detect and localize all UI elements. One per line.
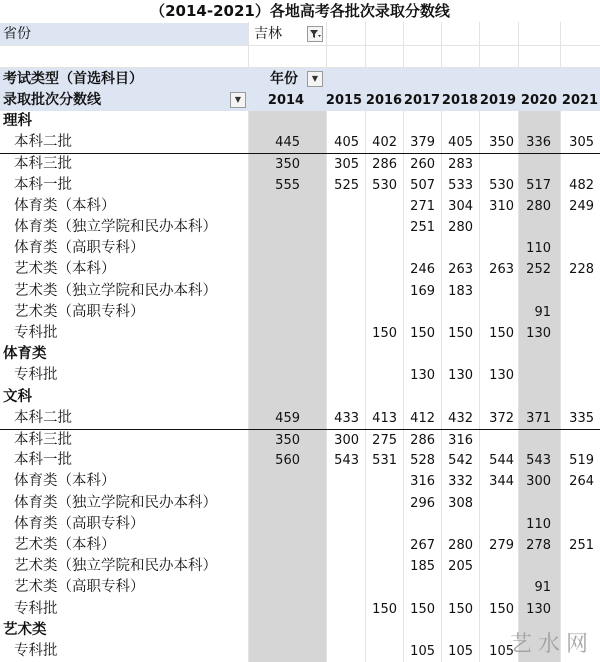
group-row (0, 111, 600, 132)
score-cell: 150 (448, 601, 473, 617)
score-cell: 350 (275, 433, 300, 448)
score-cell: 372 (489, 410, 514, 426)
score-cell: 296 (410, 495, 435, 511)
batch-label: 专科批 (14, 600, 58, 617)
batch-label: 体育类（本科） (14, 473, 116, 490)
score-cell: 530 (372, 177, 397, 193)
score-cell: 110 (526, 516, 551, 532)
score-cell: 412 (410, 410, 435, 426)
score-cell: 336 (526, 135, 551, 151)
score-cell: 260 (410, 157, 435, 173)
table-row (0, 259, 600, 280)
score-cell: 543 (334, 453, 359, 469)
score-cell: 150 (372, 601, 397, 617)
batch-label: 艺术类（独立学院和民办本科） (14, 558, 217, 575)
table-row (0, 302, 600, 323)
score-cell: 316 (448, 433, 473, 448)
score-cell: 316 (410, 474, 435, 490)
score-cell: 459 (275, 410, 300, 426)
batch-label: 体育类（独立学院和民办本科） (14, 219, 217, 235)
table-row (0, 238, 600, 259)
batch-label: 体育类（高职专科） (14, 515, 145, 532)
score-cell: 310 (489, 198, 514, 214)
table-row (0, 175, 600, 196)
batch-label: 艺术类（高职专科） (14, 303, 145, 320)
score-cell: 286 (410, 433, 435, 448)
score-cell: 525 (334, 177, 359, 193)
score-cell: 249 (569, 198, 594, 214)
score-cell: 432 (448, 410, 473, 426)
page-title: （2014-2021）各地高考各批次录取分数线 (150, 2, 450, 20)
score-cell: 183 (448, 283, 473, 299)
score-cell: 264 (569, 474, 594, 490)
score-cell: 305 (569, 135, 594, 151)
score-cell: 300 (526, 474, 551, 490)
year-column-header: 2015 (325, 93, 363, 108)
filter-label: 省份 (3, 26, 31, 42)
score-cell: 252 (526, 262, 551, 278)
group-row (0, 387, 600, 408)
table-row (0, 323, 600, 344)
batch-dropdown-icon[interactable]: ▼ (230, 92, 246, 108)
batch-label: 艺术类（高职专科） (14, 579, 145, 596)
score-cell: 413 (372, 410, 397, 426)
table-row (0, 281, 600, 302)
score-cell: 150 (489, 601, 514, 617)
score-cell: 482 (569, 177, 594, 193)
batch-label: 专科批 (14, 643, 58, 659)
score-cell: 246 (410, 262, 435, 278)
score-cell: 150 (448, 326, 473, 341)
score-cell: 528 (410, 453, 435, 469)
year-column-header: 2014 (267, 93, 305, 108)
score-cell: 350 (489, 135, 514, 151)
table-row (0, 365, 600, 386)
score-cell: 308 (448, 495, 473, 511)
funnel-filter-icon[interactable] (307, 26, 323, 42)
score-cell: 332 (448, 474, 473, 490)
year-column-header: 2019 (479, 93, 517, 108)
score-cell: 304 (448, 198, 473, 214)
exam-type-header: 考试类型（首选科目） (3, 71, 143, 87)
filter-label-band (0, 23, 248, 45)
year-column-header: 2016 (365, 93, 403, 108)
year-column-header: 2017 (403, 93, 441, 108)
score-cell: 150 (410, 326, 435, 341)
score-cell: 251 (410, 220, 435, 235)
score-cell: 105 (410, 644, 435, 659)
score-cell: 91 (534, 304, 551, 320)
table-row (0, 153, 600, 175)
score-cell: 335 (569, 410, 594, 426)
score-cell: 344 (489, 474, 514, 490)
watermark-logo: 艺水网 (509, 632, 594, 657)
group-label: 理科 (3, 113, 32, 129)
batch-label: 本科一批 (14, 452, 72, 469)
score-cell: 91 (534, 580, 551, 596)
score-cell: 405 (448, 135, 473, 151)
table-row (0, 535, 600, 556)
table-row (0, 132, 600, 153)
score-cell: 275 (372, 433, 397, 448)
score-cell: 169 (410, 283, 435, 299)
score-cell: 228 (569, 262, 594, 278)
score-cell: 555 (275, 177, 300, 193)
table-row (0, 217, 600, 238)
score-cell: 517 (526, 177, 551, 193)
batch-label: 本科三批 (14, 156, 72, 173)
year-dropdown-icon[interactable]: ▼ (307, 71, 323, 87)
batch-label: 艺术类（本科） (14, 261, 116, 278)
year-column-header: 2021 (561, 93, 599, 108)
score-cell: 371 (526, 410, 551, 426)
table-row (0, 196, 600, 217)
year-column-header: 2020 (520, 93, 558, 108)
score-cell: 445 (275, 135, 300, 151)
table-row (0, 599, 600, 620)
score-cell: 271 (410, 198, 435, 214)
score-cell: 402 (372, 135, 397, 151)
batch-label: 艺术类（独立学院和民办本科） (14, 282, 217, 299)
table-row (0, 514, 600, 535)
score-cell: 267 (410, 538, 435, 553)
batch-label: 体育类（高职专科） (14, 240, 145, 257)
group-row (0, 344, 600, 365)
score-cell: 560 (275, 453, 300, 469)
score-cell: 205 (448, 559, 473, 575)
score-cell: 379 (410, 135, 435, 151)
score-cell: 280 (448, 220, 473, 235)
score-cell: 280 (526, 198, 551, 214)
year-column-header: 2018 (441, 93, 479, 108)
score-cell: 110 (526, 241, 551, 257)
score-cell: 263 (448, 262, 473, 278)
score-cell: 130 (526, 326, 551, 341)
grid-line (0, 45, 600, 46)
score-cell: 251 (569, 538, 594, 553)
table-row (0, 471, 600, 492)
score-cell: 105 (489, 644, 514, 659)
group-label: 体育类 (3, 346, 47, 363)
table-row (0, 450, 600, 471)
table-row (0, 429, 600, 451)
score-cell: 542 (448, 453, 473, 469)
score-cell: 305 (334, 157, 359, 173)
score-cell: 280 (448, 538, 473, 553)
score-cell: 130 (410, 368, 435, 384)
score-cell: 150 (410, 601, 435, 617)
batch-header: 录取批次分数线 (3, 92, 101, 108)
score-cell: 130 (526, 601, 551, 617)
score-cell: 543 (526, 453, 551, 469)
score-cell: 533 (448, 177, 473, 193)
batch-label: 本科一批 (14, 176, 72, 193)
batch-label: 专科批 (14, 367, 58, 384)
batch-label: 专科批 (14, 325, 58, 341)
table-row (0, 408, 600, 429)
filter-row (0, 23, 600, 45)
score-cell: 278 (526, 538, 551, 553)
batch-label: 本科三批 (14, 432, 72, 448)
score-cell: 263 (489, 262, 514, 278)
funnel-filter-icon-glyph (308, 27, 322, 41)
group-label: 艺术类 (3, 621, 47, 638)
score-cell: 544 (489, 453, 514, 469)
score-cell: 350 (275, 157, 300, 173)
batch-label: 体育类（独立学院和民办本科） (14, 494, 217, 511)
batch-label: 本科二批 (14, 134, 72, 151)
score-cell: 300 (334, 433, 359, 448)
table-row (0, 577, 600, 598)
filter-value[interactable]: 吉林 (254, 26, 282, 42)
score-cell: 283 (448, 157, 473, 173)
score-cell: 286 (372, 157, 397, 173)
table-row (0, 493, 600, 514)
year-header: 年份 (270, 71, 298, 87)
score-cell: 185 (410, 559, 435, 575)
score-cell: 530 (489, 177, 514, 193)
score-cell: 279 (489, 538, 514, 553)
score-cell: 433 (334, 410, 359, 426)
score-cell: 150 (372, 326, 397, 341)
score-cell: 150 (489, 326, 514, 341)
score-cell: 130 (489, 368, 514, 384)
score-cell: 519 (569, 453, 594, 469)
score-cell: 405 (334, 135, 359, 151)
batch-label: 艺术类（本科） (14, 537, 116, 553)
batch-label: 本科二批 (14, 409, 72, 426)
table-row (0, 556, 600, 577)
score-cell: 105 (448, 644, 473, 659)
score-cell: 130 (448, 368, 473, 384)
group-label: 文科 (3, 388, 32, 405)
score-cell: 507 (410, 177, 435, 193)
score-cell: 531 (372, 453, 397, 469)
batch-label: 体育类（本科） (14, 197, 116, 214)
